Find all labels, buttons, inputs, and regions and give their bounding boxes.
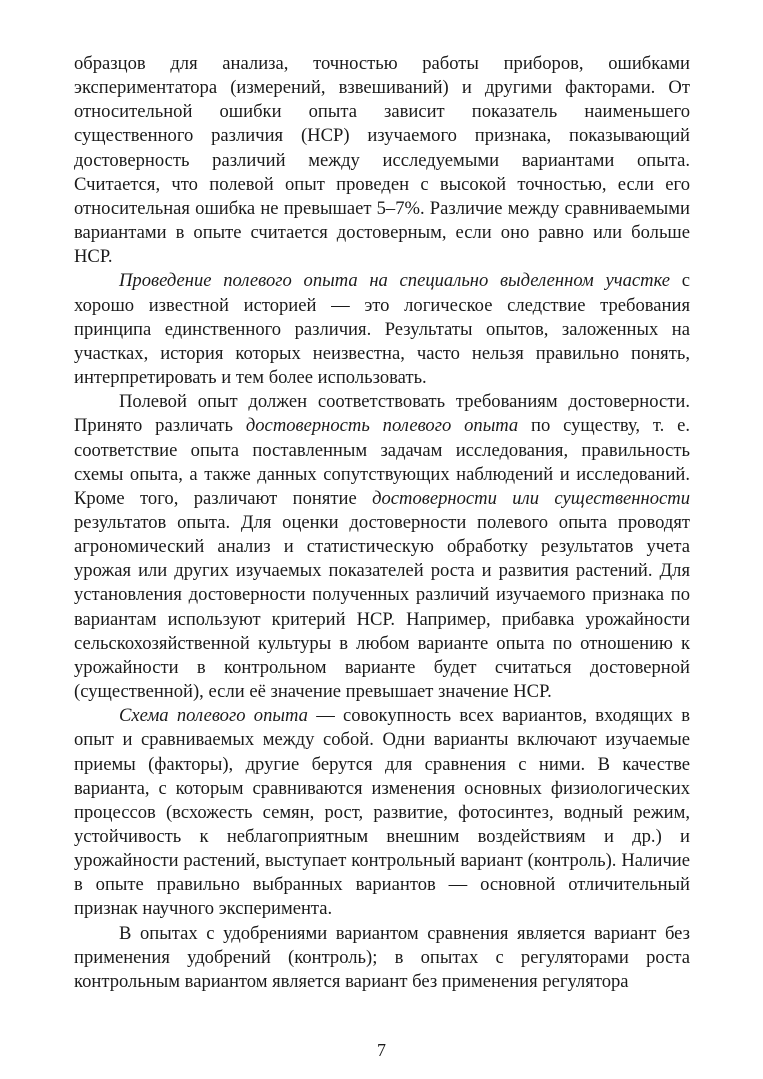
paragraph-4 [74, 704, 690, 921]
paragraph-text: результатов опыта. Для оценки достоверности полевого опыта проводят агрономический анализ и статистическую обработку результатов учета урожая или других изучаемых показателей роста и развития растений. Для установления достоверности полученных различий изучаемого признака по вариантам используют критерий НСР. Например, прибавка урожайности сельскохозяйственной культуры в любом варианте опыта по отношению к урожайности в контрольном варианте будет считаться достоверной (существенной), если её значение превышает значение НСР. [74, 511, 690, 703]
paragraph-text: В опытах с удобрениями вариантом сравнения является вариант без применения удобрений (контроль); в опытах с регуляторами роста контрольным вариантом является вариант без применения регулятора [74, 922, 690, 992]
paragraph-text: Полевой опыт должен соответствовать требованиям достоверности. Принято различать [74, 391, 690, 437]
italic-term-significance: достоверности или существенности [372, 487, 690, 509]
paragraph-text: с хорошо известной историей — это логическое следствие требования принципа единственного различия. Результаты опытов, заложенных на участках, история которых неизвестна, часто нельзя правильно понять, интерпретировать и тем более использовать. [74, 270, 691, 389]
italic-term-reliability: достоверность полевого опыта [245, 415, 519, 437]
paragraph-text: по существу, т. е. соответствие опыта поставленным задачам исследования, правильность схемы опыта, а также данных сопутствующих наблюдений и исследований. Кроме того, различают понятие [74, 415, 690, 509]
italic-term-proved: Проведение полевого опыта на специально выделенном участке [119, 270, 671, 292]
page-number: 7 [377, 1040, 386, 1060]
paragraph-1 [74, 52, 690, 269]
document-page [74, 52, 690, 994]
paragraph-text: образцов для анализа, точностью работы приборов, ошибками экспериментатора (измерений, взвешиваний) и другими факторами. От относительной ошибки опыта зависит показатель наименьшего существенного различия (НСР) изучаемого признака, показывающий достоверность различий между исследуемыми вариантами опыта. Считается, что полевой опыт проведен с высокой точностью, если его относительная ошибка не превышает 5–7%. Различие между сравниваемыми вариантами в опыте считается достоверным, если оно равно или больше НСР. [74, 53, 690, 268]
italic-term-scheme: Схема полевого опыта [119, 705, 308, 727]
paragraph-3 [74, 390, 690, 704]
paragraph-5 [74, 922, 690, 994]
paragraph-text: — совокупность всех вариантов, входящих в опыт и сравниваемых между собой. Одни варианты включают изучаемые приемы (факторы), другие берутся для сравнения с ними. В качестве варианта, с которым сравниваются изменения основных физиологических процессов (всхожесть семян, рост, развитие, фотосинтез, водный режим, устойчивость к неблагоприятным внешним воздействиям и др.) и урожайности растений, выступает контрольный вариант (контроль). Наличие в опыте правильно выбранных вариантов — основной отличительный признак научного эксперимента. [74, 705, 691, 920]
paragraph-2 [74, 269, 690, 390]
